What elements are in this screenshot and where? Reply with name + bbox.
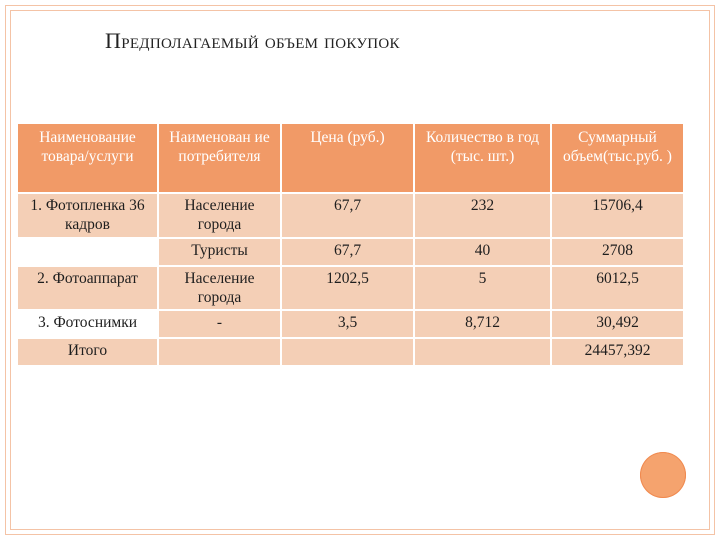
header-price: Цена (руб.) bbox=[282, 124, 415, 194]
cell-total: 15706,4 bbox=[552, 194, 685, 239]
table-row bbox=[18, 267, 685, 311]
purchase-volume-table bbox=[18, 124, 685, 367]
cell-price: 1202,5 bbox=[282, 267, 415, 311]
cell-total: 2708 bbox=[552, 239, 685, 267]
cell-price: 67,7 bbox=[282, 194, 415, 239]
cell-total-label: Итого bbox=[18, 339, 159, 367]
header-consumer: Наименован ие потребителя bbox=[159, 124, 282, 194]
cell-price: 3,5 bbox=[282, 311, 415, 339]
cell-consumer: Население города bbox=[159, 267, 282, 311]
decorative-circle-icon bbox=[640, 452, 686, 498]
table-row-total bbox=[18, 339, 685, 367]
cell-product: 3. Фотоснимки bbox=[18, 311, 159, 339]
table-row bbox=[18, 311, 685, 339]
cell-consumer: Туристы bbox=[159, 239, 282, 267]
cell-product: 2. Фотоаппарат bbox=[18, 267, 159, 311]
cell-consumer: Население города bbox=[159, 194, 282, 239]
table-header-row bbox=[18, 124, 685, 194]
table-row bbox=[18, 194, 685, 239]
table-row bbox=[18, 239, 685, 267]
cell-consumer bbox=[159, 339, 282, 367]
cell-price: 67,7 bbox=[282, 239, 415, 267]
cell-grand-total: 24457,392 bbox=[552, 339, 685, 367]
cell-quantity: 232 bbox=[415, 194, 552, 239]
cell-total: 30,492 bbox=[552, 311, 685, 339]
cell-price bbox=[282, 339, 415, 367]
header-total: Суммарный объем(тыс.руб. ) bbox=[552, 124, 685, 194]
header-quantity: Количество в год (тыс. шт.) bbox=[415, 124, 552, 194]
header-product: Наименование товара/услуги bbox=[18, 124, 159, 194]
slide-title: Предполагаемый объем покупок bbox=[105, 28, 400, 53]
cell-total: 6012,5 bbox=[552, 267, 685, 311]
cell-product: 1. Фотопленка 36 кадров bbox=[18, 194, 159, 239]
cell-product bbox=[18, 239, 159, 267]
cell-quantity: 8,712 bbox=[415, 311, 552, 339]
cell-quantity bbox=[415, 339, 552, 367]
cell-quantity: 40 bbox=[415, 239, 552, 267]
cell-quantity: 5 bbox=[415, 267, 552, 311]
cell-consumer: - bbox=[159, 311, 282, 339]
